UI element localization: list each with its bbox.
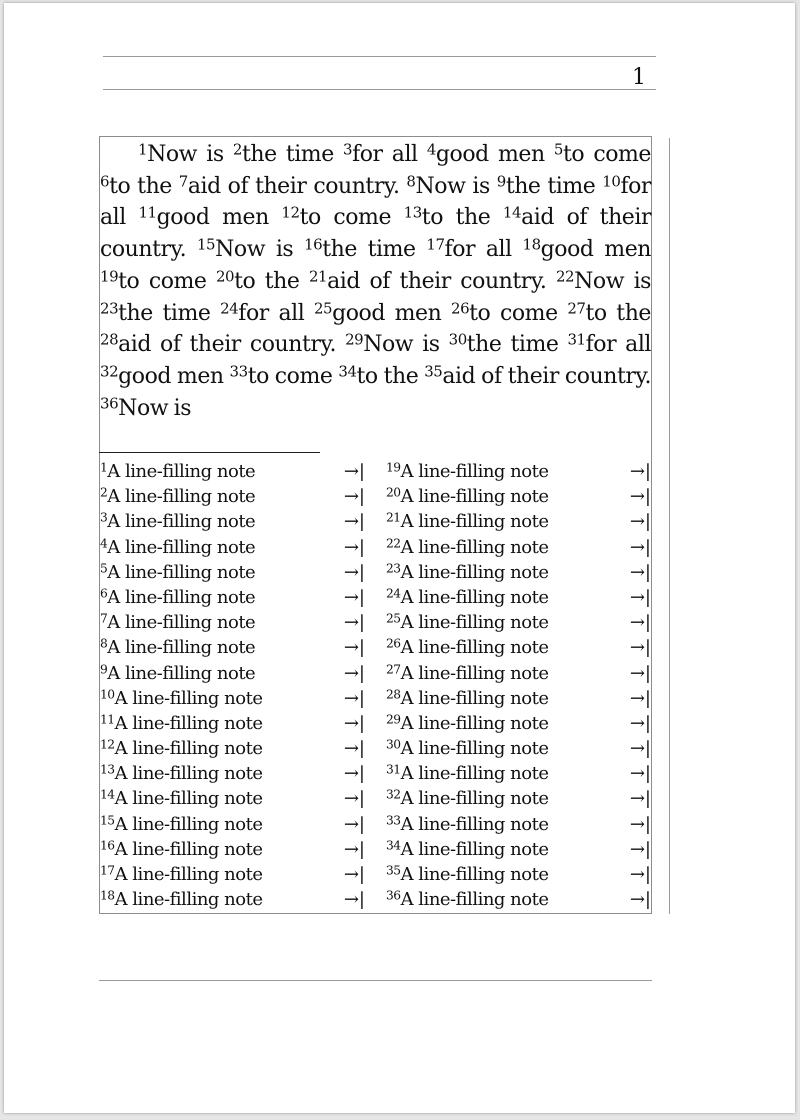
- footnote-text: A line-filling note: [400, 586, 549, 608]
- footnote-text: A line-filling note: [400, 461, 549, 482]
- line-fill-arrow-icon: →|: [343, 763, 365, 785]
- footnote-item: [386, 535, 651, 560]
- footnote-text: A line-filling note: [114, 864, 263, 885]
- footnote-text: A line-filling note: [114, 889, 263, 911]
- footnote-marker: 22: [555, 267, 575, 286]
- footnote-text: A line-filling note: [400, 612, 549, 634]
- footnote-item: [386, 560, 651, 585]
- footnote-item: [386, 635, 651, 660]
- line-fill-arrow-icon: →|: [629, 561, 651, 583]
- footnote-number: 16: [100, 838, 115, 853]
- footnote-text: A line-filling note: [400, 662, 549, 684]
- line-fill-arrow-icon: →|: [343, 687, 365, 709]
- footnote-marker: 3: [342, 140, 353, 159]
- footnote-text: A line-filling note: [114, 813, 263, 835]
- footnote-rule: [99, 452, 320, 453]
- footnote-text: A line-filling note: [107, 612, 256, 634]
- body-text-segment: to come: [118, 268, 216, 294]
- footnote-marker: 19: [100, 267, 119, 286]
- body-text-segment: Now is: [363, 332, 449, 358]
- footnotes-right-column: [386, 459, 651, 912]
- footnote-text: A line-filling note: [107, 662, 256, 684]
- body-text-segment: the time: [466, 332, 568, 358]
- page-number: 1: [632, 65, 646, 90]
- footnote-text: A line-filling note: [400, 561, 549, 583]
- body-text-segment: Now is: [118, 395, 192, 421]
- footnote-number: 26: [386, 636, 401, 651]
- footnote-item: [386, 661, 651, 686]
- body-text-segment: Now is: [574, 268, 652, 294]
- footnote-marker: 20: [215, 267, 235, 286]
- footnote-text: A line-filling note: [400, 813, 549, 835]
- footnote-number: 20: [386, 485, 401, 500]
- footnote-marker: 33: [229, 362, 248, 381]
- footnote-item: [100, 761, 365, 786]
- body-text-segment: aid of their country.: [118, 332, 346, 358]
- footnote-text: A line-filling note: [107, 561, 256, 583]
- body-text-segment: for all: [585, 332, 651, 358]
- line-fill-arrow-icon: →|: [629, 687, 651, 709]
- footnote-item: [386, 862, 651, 887]
- footnote-item: [100, 509, 365, 534]
- header-top-rule: [103, 56, 656, 57]
- footnote-text: A line-filling note: [400, 536, 549, 558]
- footnote-item: [386, 786, 651, 811]
- footnote-item: [386, 761, 651, 786]
- footnote-text: A line-filling note: [114, 712, 263, 734]
- line-fill-arrow-icon: →|: [629, 788, 651, 810]
- footnote-marker: 15: [196, 235, 216, 254]
- line-fill-arrow-icon: →|: [629, 586, 651, 608]
- footnote-item: [386, 837, 651, 862]
- footnote-marker: 27: [567, 298, 586, 317]
- body-text-segment: to the: [109, 173, 179, 199]
- footnote-marker: 4: [426, 140, 436, 159]
- footnote-number: 24: [386, 586, 401, 601]
- body-text-segment: Now is: [147, 142, 233, 167]
- footnote-number: 27: [386, 662, 401, 676]
- footnote-item: [386, 887, 651, 912]
- footnote-item: [100, 484, 365, 509]
- footnote-number: 1: [100, 460, 108, 475]
- line-fill-arrow-icon: →|: [343, 637, 365, 659]
- body-text-segment: aid of their country.: [187, 173, 407, 199]
- footnote-marker: 26: [451, 298, 470, 317]
- line-fill-arrow-icon: →|: [629, 838, 651, 860]
- line-fill-arrow-icon: →|: [343, 586, 365, 608]
- footnote-marker: 29: [345, 330, 364, 349]
- line-fill-arrow-icon: →|: [343, 864, 365, 885]
- footnote-item: [386, 459, 651, 484]
- footnote-item: [100, 535, 365, 560]
- footnote-number: 15: [100, 813, 115, 828]
- line-fill-arrow-icon: →|: [343, 561, 365, 583]
- footnote-item: [100, 610, 365, 635]
- body-text-segment: aid of their country.: [100, 205, 652, 263]
- footnote-marker: 30: [448, 330, 467, 349]
- line-fill-arrow-icon: →|: [343, 612, 365, 634]
- footnote-text: A line-filling note: [400, 838, 549, 860]
- footnote-item: [386, 610, 651, 635]
- footnote-text: A line-filling note: [107, 637, 256, 659]
- footnote-item: [100, 736, 365, 761]
- footnote-number: 7: [100, 611, 108, 626]
- footnote-marker: 12: [281, 203, 300, 222]
- footnote-marker: 7: [178, 171, 188, 190]
- footnote-text: A line-filling note: [114, 788, 263, 810]
- line-fill-arrow-icon: →|: [629, 813, 651, 835]
- line-fill-arrow-icon: →|: [629, 662, 651, 684]
- footnote-number: 14: [100, 787, 115, 802]
- body-text-segment: to the: [421, 205, 503, 231]
- footnote-marker: 8: [406, 171, 416, 190]
- footnotes-left-column: [100, 459, 365, 912]
- footnote-number: 34: [386, 838, 401, 853]
- footnote-number: 25: [386, 611, 401, 626]
- footnote-number: 36: [386, 888, 401, 903]
- footnote-text: A line-filling note: [114, 738, 263, 760]
- footnote-marker: 28: [100, 330, 119, 349]
- line-fill-arrow-icon: →|: [629, 486, 651, 508]
- body-text-segment: Now is: [215, 237, 305, 263]
- body-text-segment: the time: [505, 173, 603, 199]
- footnote-number: 21: [386, 510, 401, 525]
- footnote-number: 23: [386, 561, 401, 576]
- footnote-marker: 16: [304, 235, 323, 254]
- footnote-item: [386, 585, 651, 610]
- footnote-marker: 17: [426, 235, 445, 254]
- footnote-text: A line-filling note: [400, 889, 549, 911]
- body-text-segment: aid of their country.: [442, 363, 652, 389]
- line-fill-arrow-icon: →|: [343, 838, 365, 860]
- footnote-marker: 23: [100, 298, 119, 317]
- footnote-text: A line-filling note: [400, 763, 549, 785]
- footnote-number: 11: [100, 712, 115, 727]
- body-text-segment: good men: [540, 237, 651, 263]
- footnote-number: 9: [100, 662, 108, 676]
- footnote-text: A line-filling note: [400, 486, 549, 508]
- footnote-marker: 25: [313, 298, 333, 317]
- footnote-item: [100, 887, 365, 912]
- footnote-item: [100, 812, 365, 837]
- footnote-text: A line-filling note: [114, 763, 263, 785]
- body-text-segment: good men: [332, 300, 451, 326]
- footnote-item: [100, 786, 365, 811]
- footnote-number: 32: [386, 787, 401, 802]
- footnote-marker: 36: [100, 393, 119, 412]
- footnote-marker: 14: [502, 203, 522, 222]
- line-fill-arrow-icon: →|: [343, 813, 365, 835]
- margin-line: [669, 138, 670, 914]
- footnote-number: 4: [100, 536, 108, 551]
- line-fill-arrow-icon: →|: [343, 511, 365, 533]
- footnote-number: 35: [386, 863, 401, 878]
- footnote-marker: 1: [138, 140, 148, 159]
- footnote-text: A line-filling note: [107, 486, 256, 508]
- footnote-text: A line-filling note: [114, 838, 263, 860]
- footnote-marker: 31: [567, 330, 586, 349]
- footnote-item: [100, 661, 365, 686]
- footnote-marker: 13: [403, 203, 422, 222]
- footnote-item: [100, 686, 365, 711]
- line-fill-arrow-icon: →|: [629, 511, 651, 533]
- footnote-text: A line-filling note: [107, 536, 256, 558]
- body-text-segment: for all: [444, 237, 523, 263]
- footnote-number: 28: [386, 687, 401, 702]
- line-fill-arrow-icon: →|: [343, 536, 365, 558]
- line-fill-arrow-icon: →|: [629, 637, 651, 659]
- body-text-segment: to come: [247, 363, 339, 389]
- body-text-segment: good men: [118, 363, 230, 389]
- footnote-item: [100, 459, 365, 484]
- body-text-segment: the time: [118, 300, 221, 326]
- line-fill-arrow-icon: →|: [629, 461, 651, 482]
- footnote-marker: 21: [308, 267, 328, 286]
- footnote-marker: 24: [220, 298, 239, 317]
- footnote-text: A line-filling note: [107, 461, 256, 482]
- footnote-text: A line-filling note: [114, 687, 263, 709]
- footnote-item: [386, 686, 651, 711]
- body-text-segment: for all: [238, 300, 314, 326]
- line-fill-arrow-icon: →|: [343, 662, 365, 684]
- footnote-text: A line-filling note: [107, 586, 256, 608]
- footnote-number: 31: [386, 762, 401, 777]
- footnote-number: 8: [100, 636, 108, 651]
- footnote-text: A line-filling note: [400, 712, 549, 734]
- line-fill-arrow-icon: →|: [343, 788, 365, 810]
- footnote-number: 6: [100, 586, 108, 601]
- body-text-segment: good men: [156, 205, 282, 231]
- footnote-number: 12: [100, 737, 115, 752]
- footnote-text: A line-filling note: [400, 788, 549, 810]
- body-text-segment: good men: [435, 142, 554, 167]
- line-fill-arrow-icon: →|: [629, 864, 651, 885]
- footnote-number: 30: [386, 737, 401, 752]
- footnote-number: 2: [100, 485, 108, 500]
- body-text-segment: Now is: [415, 173, 497, 199]
- footnote-marker: 6: [100, 171, 110, 190]
- footnote-marker: 18: [522, 235, 541, 254]
- body-text-segment: to the: [585, 300, 651, 326]
- body-paragraph: [100, 139, 651, 424]
- body-text-segment: to come: [469, 300, 568, 326]
- footnote-number: 19: [386, 460, 401, 475]
- footnote-marker: 34: [338, 362, 357, 381]
- body-text-segment: to come: [562, 142, 651, 167]
- footnote-item: [100, 585, 365, 610]
- body-text-segment: the time: [241, 142, 343, 167]
- line-fill-arrow-icon: →|: [343, 712, 365, 734]
- footer-rule: [99, 980, 652, 981]
- footnote-item: [386, 812, 651, 837]
- footnote-text: A line-filling note: [107, 511, 256, 533]
- footnote-marker: 35: [424, 362, 443, 381]
- footnote-marker: 2: [232, 140, 242, 159]
- line-fill-arrow-icon: →|: [343, 889, 365, 911]
- line-fill-arrow-icon: →|: [629, 712, 651, 734]
- line-fill-arrow-icon: →|: [629, 889, 651, 911]
- body-text-segment: the time: [322, 237, 427, 263]
- line-fill-arrow-icon: →|: [343, 486, 365, 508]
- footnote-item: [386, 509, 651, 534]
- line-fill-arrow-icon: →|: [629, 612, 651, 634]
- line-fill-arrow-icon: →|: [629, 763, 651, 785]
- footnote-item: [386, 711, 651, 736]
- body-text-segment: to the: [356, 363, 425, 389]
- footnote-marker: 5: [553, 140, 563, 159]
- footnote-text: A line-filling note: [400, 637, 549, 659]
- footnote-number: 22: [386, 536, 401, 551]
- line-fill-arrow-icon: →|: [629, 738, 651, 760]
- footnote-number: 3: [100, 510, 108, 525]
- footnote-item: [100, 837, 365, 862]
- footnote-text: A line-filling note: [400, 864, 549, 885]
- body-text-segment: aid of their country.: [327, 268, 556, 294]
- footnote-item: [100, 711, 365, 736]
- line-fill-arrow-icon: →|: [343, 738, 365, 760]
- footnote-text: A line-filling note: [400, 511, 549, 533]
- footnote-number: 29: [386, 712, 401, 727]
- line-fill-arrow-icon: →|: [343, 461, 365, 482]
- footnote-number: 10: [100, 687, 115, 702]
- footnote-number: 18: [100, 888, 115, 903]
- footnote-marker: 9: [496, 171, 506, 190]
- footnote-text: A line-filling note: [400, 738, 549, 760]
- footnote-number: 5: [100, 561, 108, 576]
- line-fill-arrow-icon: →|: [629, 536, 651, 558]
- body-text-segment: for all: [100, 173, 651, 231]
- footnote-item: [386, 484, 651, 509]
- footnote-item: [100, 635, 365, 660]
- footnote-number: 33: [386, 813, 401, 828]
- footnote-marker: 32: [100, 362, 119, 381]
- footnote-text: A line-filling note: [400, 687, 549, 709]
- body-text-segment: to come: [299, 205, 404, 231]
- footnote-marker: 10: [602, 171, 621, 190]
- footnote-marker: 11: [138, 203, 157, 222]
- footnote-item: [100, 560, 365, 585]
- body-text-segment: to the: [234, 268, 309, 294]
- header-bottom-rule: [103, 89, 656, 90]
- footnote-number: 17: [100, 863, 115, 878]
- footnote-number: 13: [100, 762, 115, 777]
- body-text-segment: for all: [352, 142, 427, 167]
- footnote-item: [100, 862, 365, 887]
- footnote-item: [386, 736, 651, 761]
